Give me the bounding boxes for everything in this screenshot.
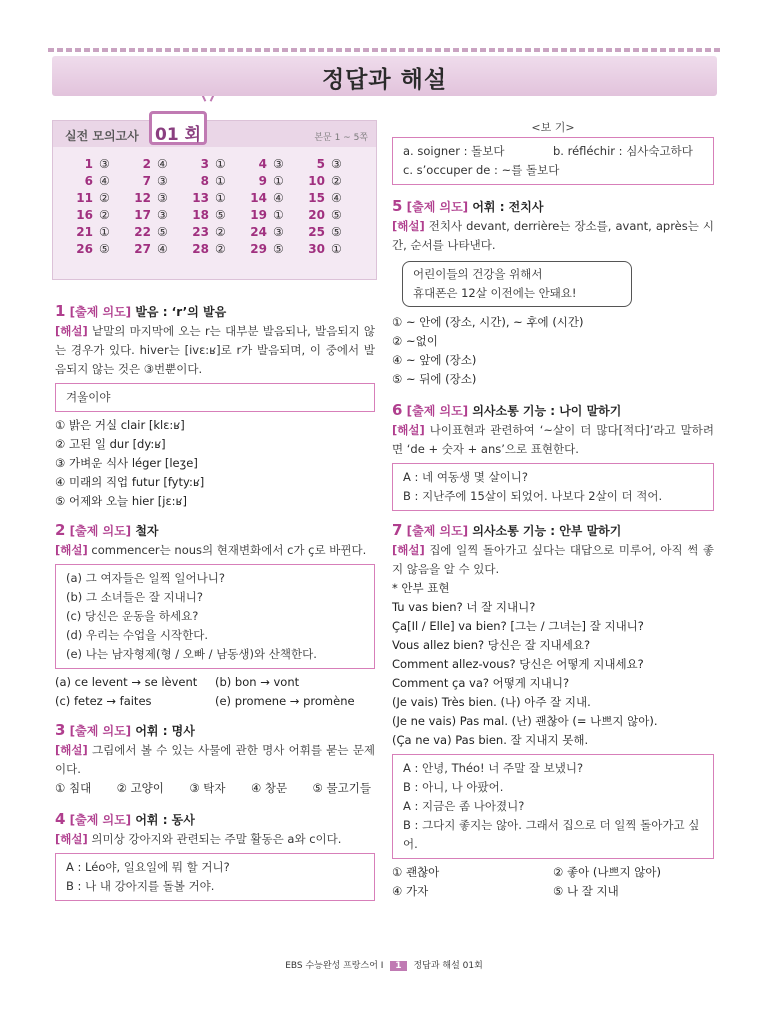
- q3-options: ① 침대 ② 고양이 ③ 탁자 ④ 창문 ⑤ 물고기들: [55, 781, 371, 795]
- q2-explanation: [해설] commencer는 nous의 현재변화에서 c가 ç로 바뀐다.: [55, 543, 367, 557]
- q5-option: ⑤ ~ 뒤에 (장소): [392, 372, 477, 386]
- answer-cell: 4 ③: [258, 157, 284, 171]
- answer-cell: 2 ④: [142, 157, 168, 171]
- q3-explanation: [해설] 그림에서 볼 수 있는 사물에 관한 명사 어휘를 묻는 문제이다.: [55, 743, 376, 776]
- footer-page-number: 1: [390, 961, 406, 971]
- q7-line: (Je ne vais) Pas mal. (난) 괜찮아 (= 나쁘지 않아).: [392, 714, 658, 728]
- left-column: [55, 298, 375, 905]
- answer-cell: 17 ③: [134, 208, 168, 222]
- answer-cell: 7 ③: [142, 174, 168, 188]
- answer-cell: 28 ②: [192, 242, 226, 256]
- q7-line: Tu vas bien? 너 잘 지내니?: [392, 600, 536, 614]
- q2-heading: 2 [출제 의도] 철자: [55, 521, 159, 539]
- footer: [0, 958, 768, 971]
- bogi-box: a. soigner : 돌보다 b. réfléchir : 심사숙고하다 c. s’occuper de : ~를 돌보다: [392, 137, 714, 185]
- q6-explanation: [해설] 나이표현과 관련하여 ‘~살이 더 많다[적다]’라고 말하려면 ‘de + 숫자 + ans’으로 표현한다.: [392, 423, 715, 456]
- q7-heading: 7 [출제 의도] 의사소통 기능 : 안부 말하기: [392, 521, 622, 539]
- q3-heading: 3 [출제 의도] 어휘 : 명사: [55, 721, 195, 739]
- q1-option: ② 고된 일 dur [dy:ʁ]: [55, 437, 166, 451]
- answer-key-title: 실전 모의고사: [65, 129, 139, 143]
- header-band: [52, 56, 717, 96]
- answer-cell: 21 ①: [76, 225, 110, 239]
- page-title: 정답과 해설: [321, 67, 448, 93]
- q5-speech-bubble: 어린이들의 건강을 위해서 휴대폰은 12살 이전에는 안돼요!: [402, 261, 632, 307]
- answer-cell: 30 ①: [308, 242, 342, 256]
- q7-box: A : 안녕, Théo! 너 주말 잘 보냈니? B : 아니, 나 아팠어. A : 지금은 좀 나아졌니? B : 그다지 좋지는 않아. 그래서 집으로 더 일찍 돌아가고 싶어.: [392, 754, 714, 859]
- answer-cell: 22 ⑤: [134, 225, 168, 239]
- q1-explanation: [해설] 낱말의 마지막에 오는 r는 대부분 발음되나, 발음되지 않는 경우가 있다. hiver는 [ivɛ:ʁ]로 r가 발음되며, 이 중에서 발음되지 않는 것은 ③번뿐이다.: [55, 324, 375, 376]
- footer-book-title: EBS 수능완성 프랑스어 I: [285, 961, 384, 971]
- q7-subheading: * 안부 표현: [392, 581, 450, 595]
- answer-cell: 29 ⑤: [250, 242, 284, 256]
- answer-cell: 23 ②: [192, 225, 226, 239]
- header-dash-line: [48, 48, 722, 52]
- answer-cell: 6 ④: [84, 174, 110, 188]
- q4-explanation: [해설] 의미상 강아지와 관련되는 주말 활동은 a와 c이다.: [55, 832, 342, 846]
- q5-explanation: [해설] 전치사 devant, derrière는 장소를, avant, après는 시간, 순서를 나타낸다.: [392, 219, 714, 252]
- q6-box: A : 네 여동생 몇 살이니? B : 지난주에 15살이 되었어. 나보다 2살이 더 적어.: [392, 463, 714, 511]
- answer-cell: 15 ④: [308, 191, 342, 205]
- right-column: [392, 118, 714, 901]
- q5-option: ④ ~ 앞에 (장소): [392, 353, 477, 367]
- q7-line: Comment allez-vous? 당신은 어떻게 지내세요?: [392, 657, 644, 671]
- q5-option: ② ~없이: [392, 334, 438, 348]
- bogi-title: <보 기>: [531, 121, 575, 134]
- q1-option: ④ 미래의 직업 futur [fyty:ʁ]: [55, 475, 205, 489]
- q1-heading: 1 [출제 의도] 발음 : ‘r’의 발음: [55, 302, 227, 320]
- q2-corrections: (a) ce levent → se lèvent (b) bon → vont: [55, 675, 300, 689]
- answer-key-box: [52, 120, 377, 280]
- q1-box: 겨울이야: [55, 383, 375, 412]
- answer-cell: 19 ①: [250, 208, 284, 222]
- q7-options: ① 괜찮아 ② 좋아 (나쁘지 않아): [392, 865, 662, 879]
- q7-line: (Je vais) Très bien. (나) 아주 잘 지내.: [392, 695, 591, 709]
- q2-corrections: (c) fetez → faites (e) promene → promène: [55, 694, 355, 708]
- answer-grid: [69, 157, 359, 256]
- answer-cell: 20 ⑤: [308, 208, 342, 222]
- q1-option: ① 밝은 거실 clair [klɛ:ʁ]: [55, 418, 185, 432]
- answer-cell: 11 ②: [76, 191, 110, 205]
- q7-options: ④ 가자 ⑤ 나 잘 지내: [392, 884, 619, 898]
- q4-heading: 4 [출제 의도] 어휘 : 동사: [55, 810, 195, 828]
- answer-cell: 26 ⑤: [76, 242, 110, 256]
- q7-line: (Ça ne va) Pas bien. 잘 지내지 못해.: [392, 733, 589, 747]
- answer-cell: 14 ④: [250, 191, 284, 205]
- answer-cell: 25 ⑤: [308, 225, 342, 239]
- q7-line: Ça[Il / Elle] va bien? [그는 / 그녀는] 잘 지내니?: [392, 619, 644, 633]
- answer-cell: 8 ①: [200, 174, 226, 188]
- answer-key-header: [53, 121, 376, 147]
- answer-key-range: 본문 1 ~ 5쪽: [314, 133, 368, 143]
- answer-cell: 1 ③: [84, 157, 110, 171]
- answer-cell: 24 ③: [250, 225, 284, 239]
- q4-box: A : Léo야, 일요일에 뭐 할 거니? B : 나 내 강아지를 돌볼 거야.: [55, 853, 375, 901]
- answer-cell: 10 ②: [308, 174, 342, 188]
- answer-cell: 12 ③: [134, 191, 168, 205]
- q5-heading: 5 [출제 의도] 어휘 : 전치사: [392, 197, 544, 215]
- q5-option: ① ~ 안에 (장소, 시간), ~ 후에 (시간): [392, 315, 584, 329]
- answer-cell: 16 ②: [76, 208, 110, 222]
- q7-explanation: [해설] 집에 일찍 돌아가고 싶다는 대답으로 미루어, 아직 썩 좋지 않음을 알 수 있다.: [392, 543, 715, 576]
- q1-option: ③ 가벼운 식사 léger [leʒe]: [55, 456, 198, 470]
- q7-line: Comment ça va? 어떻게 지내니?: [392, 676, 570, 690]
- footer-section: 정답과 해설 01회: [413, 961, 483, 971]
- q2-box: (a) 그 여자들은 일찍 일어나니? (b) 그 소녀들은 잘 지내니? (c) 당신은 운동을 하세요? (d) 우리는 수업을 시작한다. (e) 나는 남자형제(형 / 오빠 / 남동생)와 산책한다.: [55, 564, 375, 669]
- answer-cell: 9 ①: [258, 174, 284, 188]
- q7-line: Vous allez bien? 당신은 잘 지내세요?: [392, 638, 591, 652]
- test-number-badge: 01 회: [149, 111, 207, 145]
- answer-cell: 13 ①: [192, 191, 226, 205]
- answer-cell: 18 ⑤: [192, 208, 226, 222]
- answer-cell: 3 ①: [200, 157, 226, 171]
- answer-cell: 5 ③: [316, 157, 342, 171]
- q6-heading: 6 [출제 의도] 의사소통 기능 : 나이 말하기: [392, 401, 622, 419]
- answer-cell: 27 ④: [134, 242, 168, 256]
- q1-option: ⑤ 어제와 오늘 hier [jɛ:ʁ]: [55, 494, 187, 508]
